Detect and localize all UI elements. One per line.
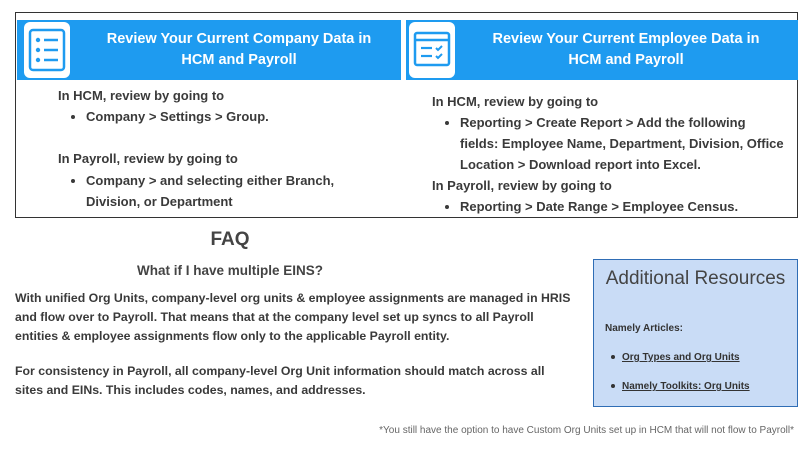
company-data-title: Review Your Current Company Data in HCM and Payroll xyxy=(106,31,372,68)
list-item: • Company > Settings > Group. xyxy=(86,106,388,127)
bullet-icon xyxy=(611,384,615,388)
list-item: • Reporting > Create Report > Add the following fields: Employee Name, Department, Division, Office Location > Download report into Excel. xyxy=(460,112,787,175)
bullet-icon xyxy=(611,355,615,359)
resource-link-toolkits[interactable]: Namely Toolkits: Org Units xyxy=(611,381,750,392)
browser-checklist-icon xyxy=(409,22,455,78)
resources-title: Additional Resources xyxy=(605,268,786,289)
company-payroll-list xyxy=(68,170,373,212)
faq-answer-1: With unified Org Units, company-level org units & employee assignments are managed in HRIS and flow over to Payroll. That means that at the company level set up syncs to all Payroll entities & employee assignments flow only to the applicable Payroll entity. xyxy=(15,291,571,343)
footnote: *You still have the option to have Custom Org Units set up in HCM that will not flow to Payroll* xyxy=(379,425,794,436)
employee-data-header xyxy=(406,20,798,80)
faq-question: What if I have multiple EINS? xyxy=(136,263,324,278)
list-item: • Company > and selecting either Branch, Division, or Department xyxy=(86,170,373,212)
company-data-header xyxy=(17,20,401,80)
company-hcm-list xyxy=(68,106,388,127)
employee-data-title: Review Your Current Employee Data in HCM and Payroll xyxy=(492,31,760,68)
employee-payroll-heading: In Payroll, review by going to xyxy=(432,178,612,193)
resources-subtitle: Namely Articles: xyxy=(605,323,683,334)
faq-answer-2: For consistency in Payroll, all company-level Org Unit information should match across all sites and EINs. This includes codes, names, and addresses. xyxy=(15,364,545,397)
employee-payroll-list xyxy=(442,196,787,217)
company-payroll-heading: In Payroll, review by going to xyxy=(58,151,238,166)
company-hcm-heading: In HCM, review by going to xyxy=(58,88,225,103)
checklist-icon xyxy=(24,22,70,78)
list-item: • Reporting > Date Range > Employee Census. xyxy=(460,196,787,217)
resource-link-org-types[interactable]: Org Types and Org Units xyxy=(611,352,740,363)
faq-title: FAQ xyxy=(210,229,250,250)
employee-hcm-list xyxy=(442,112,787,175)
employee-hcm-heading: In HCM, review by going to xyxy=(432,94,599,109)
